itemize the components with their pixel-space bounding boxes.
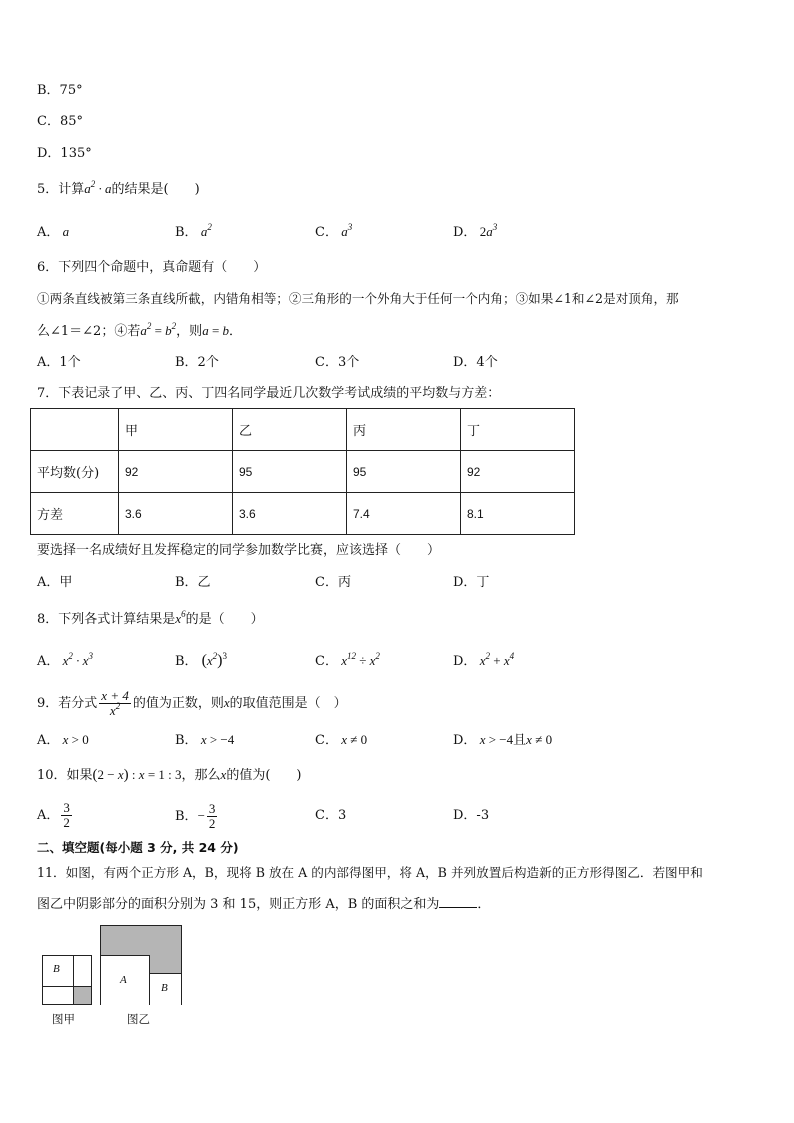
q5-option-c: C． $a^3$ (315, 222, 353, 240)
math-expression: $a^2 \cdot a$ (84, 179, 112, 196)
caption-jia: 图甲 (52, 1012, 75, 1026)
fraction: $\frac{x + 4}{x^2}$ (101, 688, 129, 718)
question-6-line2: 么∠1＝∠2；④若$a^2 = b^2$，则a = b． (37, 321, 243, 339)
q7-option-c: C．丙 (315, 575, 351, 590)
table-cell: 95 (347, 451, 461, 493)
shaded-region-right (150, 955, 181, 973)
table-cell: 丁 (461, 409, 575, 451)
question-6-line1: ①两条直线被第三条直线所截，内错角相等；②三角形的一个外角大于任何一个内角；③如果∠1和∠2是对顶角，那 (37, 291, 679, 306)
question-text: 的结果是( ) (111, 182, 200, 197)
q10-option-d: D．-3 (453, 808, 490, 823)
square-a (101, 955, 150, 1005)
question-5-stem (37, 180, 200, 199)
q5-option-b: B． $a^2$ (175, 222, 212, 240)
option-b-prev: B．75° (37, 83, 83, 98)
q10-option-b: B．− $\frac{3}{2}$ (175, 801, 216, 831)
table-cell: 95 (233, 451, 347, 493)
label-b: B (161, 982, 168, 994)
question-8-stem: 8．下列各式计算结果是$x^6$的是（ ） (37, 609, 264, 627)
fraction: $\frac{3}{2}$ (63, 800, 70, 830)
figure-jia (42, 955, 92, 1005)
question-number: 5． (37, 182, 59, 197)
scores-table (30, 408, 575, 535)
table-cell (31, 409, 119, 451)
section-heading: 二、填空题(每小题 3 分, 共 24 分) (37, 840, 239, 855)
q9-option-c: C． x ≠ 0 (315, 732, 368, 748)
question-9-stem: 9．若分式 $\frac{x + 4}{x^2}$ 的值为正数，则x的取值范围是（ ） (37, 688, 347, 718)
table-row (31, 451, 575, 493)
question-10-stem: 10．如果(2 − x) : x = 1 : 3，那么x的值为( ) (37, 767, 302, 783)
q7-option-a: A．甲 (37, 575, 73, 590)
q7-option-b: B．乙 (175, 575, 211, 590)
table-cell: 7.4 (347, 493, 461, 535)
table-cell: 甲 (119, 409, 233, 451)
table-cell: 丙 (347, 409, 461, 451)
table-cell: 乙 (233, 409, 347, 451)
table-cell: 92 (119, 451, 233, 493)
q8-option-c: C． $x^{12} \div x^2$ (315, 651, 380, 669)
caption-yi: 图乙 (127, 1012, 150, 1026)
q8-option-a: A． $x^2 \cdot x^3$ (37, 651, 93, 669)
question-11-line1: 11．如图，有两个正方形 A，B，现将 B 放在 A 的内部得图甲，将 A，B 并列放置后构造新的正方形得图乙．若图甲和 (37, 865, 703, 880)
question-text: 计算 (58, 182, 85, 197)
q7-option-d: D．丁 (453, 575, 490, 590)
table-cell: 92 (461, 451, 575, 493)
table-cell: 3.6 (233, 493, 347, 535)
question-7-prompt: 要选择一名成绩好且发挥稳定的同学参加数学比赛，应该选择（ ） (37, 543, 441, 558)
q8-option-d: D． $x^2 + x^4$ (453, 651, 515, 669)
figure-yi (100, 925, 182, 1005)
shaded-region (74, 987, 91, 1004)
q6-option-c: C．3个 (315, 355, 360, 370)
q6-option-a: A．1个 (37, 355, 81, 370)
table-cell: 方差 (31, 493, 119, 535)
table-cell: 3.6 (119, 493, 233, 535)
question-11-line2: 图乙中阴影部分的面积分别为 3 和 15，则正方形 A，B 的面积之和为 ． (37, 897, 491, 912)
question-7-stem: 7．下表记录了甲、乙、丙、丁四名同学最近几次数学考试成绩的平均数与方差： (37, 386, 501, 401)
q5-option-d: D． $2a^3$ (453, 222, 498, 240)
table-cell: 平均数(分) (31, 451, 119, 493)
q5-option-a: A． a (37, 224, 70, 240)
option-c-prev: C．85° (37, 114, 83, 129)
answer-blank (439, 895, 477, 908)
label-a: A (120, 974, 127, 986)
fraction: $\frac{3}{2}$ (208, 801, 216, 831)
q6-option-b: B．2个 (175, 355, 219, 370)
label-b: B (53, 963, 60, 975)
q6-option-d: D．4个 (453, 355, 498, 370)
q9-option-a: A． x > 0 (37, 732, 89, 748)
square-b (150, 973, 181, 1005)
square-b (43, 956, 74, 987)
option-d-prev: D．135° (37, 146, 92, 161)
q8-option-b: B． $(x^2)^3$ (175, 651, 227, 669)
question-6-stem: 6．下列四个命题中，真命题有（ ） (37, 260, 267, 275)
table-row (31, 493, 575, 535)
q10-option-c: C．3 (315, 808, 347, 823)
shaded-region-top (101, 926, 181, 955)
table-cell: 8.1 (461, 493, 575, 535)
q10-option-a: A． $\frac{3}{2}$ (37, 800, 70, 830)
q9-option-d: D． x > −4且x ≠ 0 (453, 732, 553, 748)
q9-option-b: B． x > −4 (175, 732, 235, 748)
table-header-row (31, 409, 575, 451)
